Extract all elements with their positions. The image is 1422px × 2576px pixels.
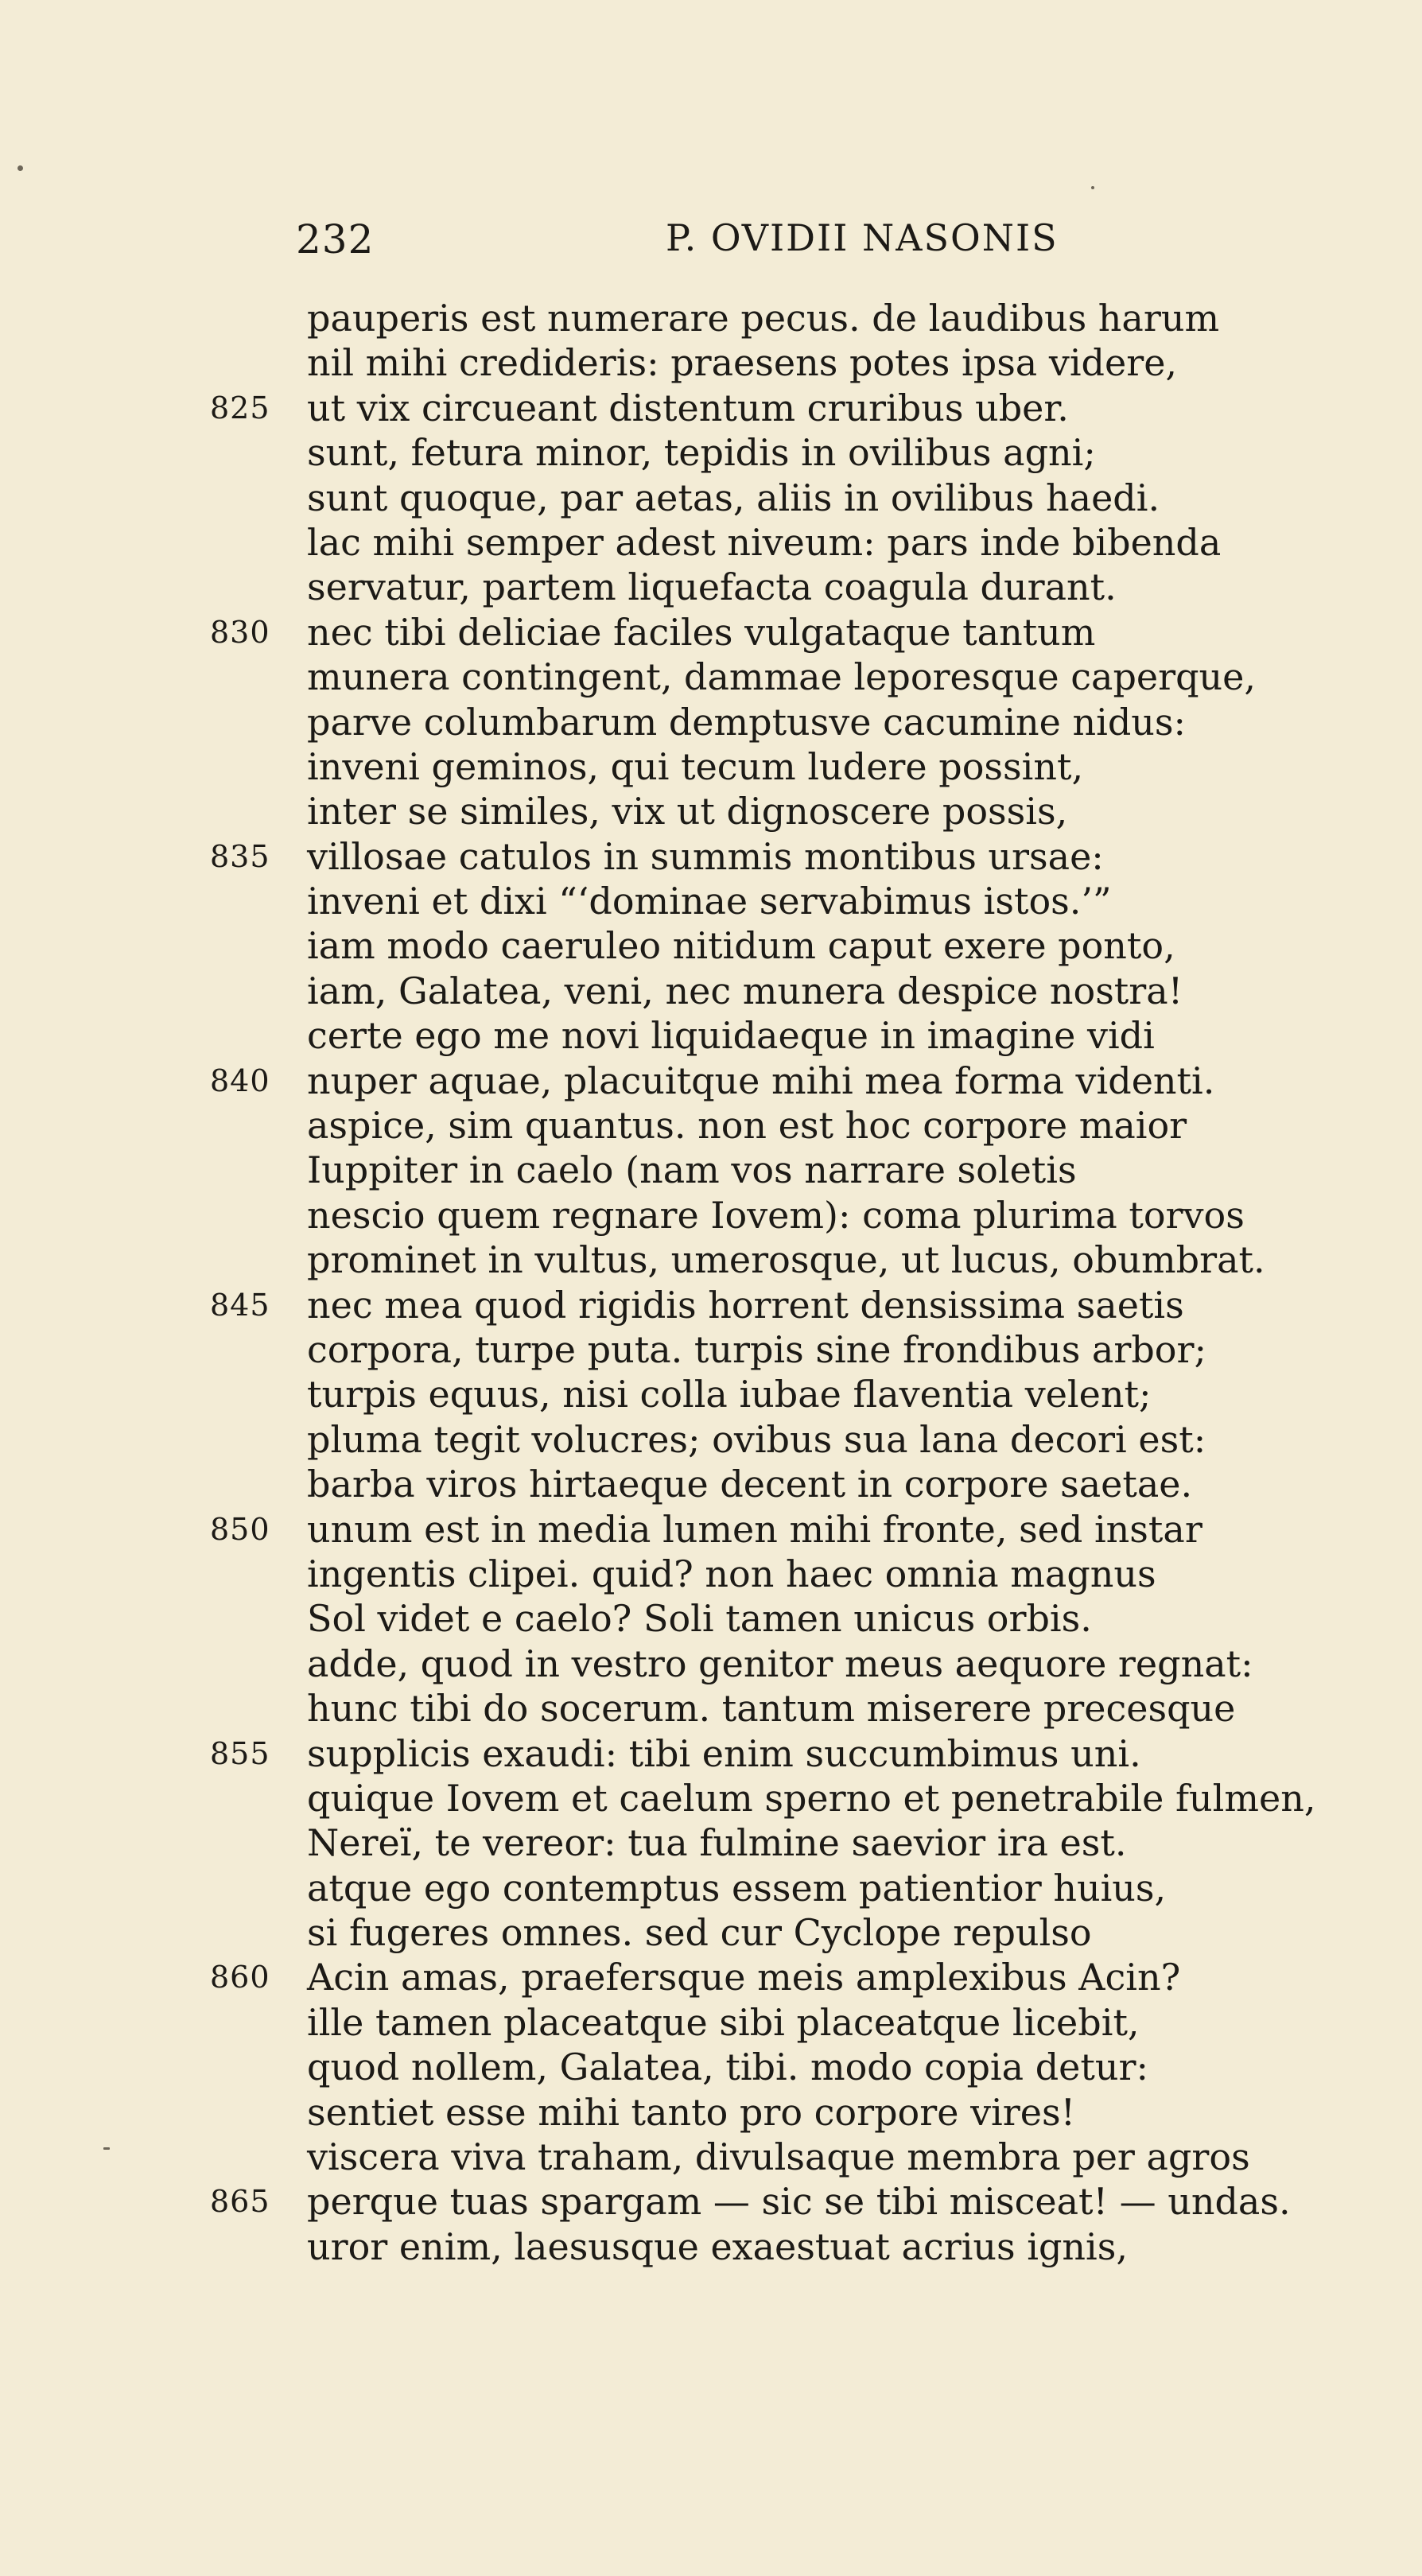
verse-line <box>199 1059 1328 1103</box>
verse-text: perque tuas spargam — sic se tibi misceat! — undas. <box>307 2180 1291 2224</box>
verse-line <box>199 1955 1328 1999</box>
verse-line <box>199 2179 1328 2224</box>
line-number: 845 <box>210 1287 270 1323</box>
verse-line <box>199 1686 1328 1731</box>
verse-text: quique Iovem et caelum sperno et penetrabile fulmen, <box>307 1776 1316 1820</box>
verse-line <box>199 969 1328 1013</box>
verse-text: Sol videt e caelo? Soli tamen unicus orbis. <box>307 1597 1092 1641</box>
verse-text: Acin amas, praefersque meis amplexibus Acin? <box>307 1956 1181 1999</box>
verse-line <box>199 2135 1328 2179</box>
verse-text: villosae catulos in summis montibus ursae: <box>307 834 1104 878</box>
page-header <box>296 216 1075 272</box>
verse-line <box>199 1596 1328 1641</box>
verse-text: ingentis clipei. quid? non haec omnia magnus <box>307 1552 1156 1595</box>
verse-text: prominet in vultus, umerosque, ut lucus, obumbrat. <box>307 1238 1265 1282</box>
verse-line <box>199 1731 1328 1776</box>
running-title: P. OVIDII NASONIS <box>666 216 1059 259</box>
verse-text: quod nollem, Galatea, tibi. modo copia detur: <box>307 2046 1148 2089</box>
verse-text: Iuppiter in caelo (nam vos narrare soletis <box>307 1148 1077 1192</box>
verse-line <box>199 1462 1328 1506</box>
verse-line <box>199 386 1328 430</box>
verse-text: pluma tegit volucres; ovibus sua lana decori est: <box>307 1417 1206 1461</box>
paper-speck <box>103 2147 110 2150</box>
verse-text: nec mea quod rigidis horrent densissima saetis <box>307 1283 1184 1327</box>
verse-line <box>199 700 1328 744</box>
verse-line <box>199 1820 1328 1865</box>
verse-line <box>199 1866 1328 1910</box>
verse-text: ille tamen placeatque sibi placeatque licebit, <box>307 2000 1140 2044</box>
verse-text: adde, quod in vestro genitor meus aequore regnat: <box>307 1642 1253 1685</box>
line-number: 865 <box>210 2184 270 2220</box>
verse-line <box>199 1372 1328 1416</box>
verse-text: si fugeres omnes. sed cur Cyclope repulso <box>307 1911 1092 1955</box>
verse-line <box>199 2090 1328 2135</box>
verse-line <box>199 476 1328 520</box>
verse-text: servatur, partem liquefacta coagula durant. <box>307 565 1117 609</box>
verse-line <box>199 1776 1328 1820</box>
line-number: 855 <box>210 1735 270 1771</box>
verse-text: aspice, sim quantus. non est hoc corpore maior <box>307 1104 1187 1148</box>
verse-line <box>199 879 1328 923</box>
verse-text: corpora, turpe puta. turpis sine frondibus arbor; <box>307 1327 1206 1371</box>
verse-text: supplicis exaudi: tibi enim succumbimus uni. <box>307 1731 1141 1775</box>
verse-text: ut vix circueant distentum cruribus uber. <box>307 386 1069 429</box>
verse-line <box>199 1910 1328 1955</box>
verse-line <box>199 565 1328 609</box>
line-number: 830 <box>210 614 270 650</box>
verse-text: hunc tibi do socerum. tantum miserere precesque <box>307 1687 1236 1731</box>
verse-line <box>199 2224 1328 2269</box>
poem-text <box>199 296 1328 2269</box>
verse-line <box>199 1552 1328 1596</box>
verse-line <box>199 1507 1328 1552</box>
verse-text: parve columbarum demptusve cacumine nidus: <box>307 700 1187 744</box>
verse-line <box>199 1417 1328 1462</box>
verse-line <box>199 923 1328 968</box>
paper-speck <box>17 165 23 171</box>
verse-line <box>199 1237 1328 1282</box>
page-number: 232 <box>296 216 375 262</box>
verse-text: Nereï, te vereor: tua fulmine saevior ira est. <box>307 1821 1127 1865</box>
verse-line <box>199 2000 1328 2045</box>
verse-text: inter se similes, vix ut dignoscere possis, <box>307 790 1068 833</box>
verse-text: nil mihi credideris: praesens potes ipsa videre, <box>307 341 1178 385</box>
verse-line <box>199 340 1328 385</box>
verse-text: sentiet esse mihi tanto pro corpore vires! <box>307 2090 1076 2134</box>
verse-text: inveni et dixi “‘dominae servabimus istos.’” <box>307 880 1112 923</box>
verse-text: unum est in media lumen mihi fronte, sed instar <box>307 1507 1202 1551</box>
verse-text: nec tibi deliciae faciles vulgataque tantum <box>307 610 1096 654</box>
verse-text: certe ego me novi liquidaeque in imagine vidi <box>307 1014 1155 1058</box>
verse-line <box>199 1193 1328 1237</box>
verse-text: viscera viva traham, divulsaque membra per agros <box>307 2135 1250 2179</box>
verse-text: iam modo caeruleo nitidum caput exere ponto, <box>307 924 1175 968</box>
verse-line <box>199 520 1328 565</box>
paper-speck <box>1091 186 1094 189</box>
verse-text: inveni geminos, qui tecum ludere possint, <box>307 744 1084 788</box>
line-number: 825 <box>210 390 270 425</box>
verse-text: pauperis est numerare pecus. de laudibus harum <box>307 297 1220 340</box>
verse-text: atque ego contemptus essem patientior huius, <box>307 1866 1167 1910</box>
verse-line <box>199 744 1328 789</box>
verse-line <box>199 2045 1328 2089</box>
verse-line <box>199 1103 1328 1148</box>
line-number: 850 <box>210 1511 270 1547</box>
verse-line <box>199 296 1328 340</box>
verse-line <box>199 834 1328 879</box>
verse-line <box>199 1642 1328 1686</box>
verse-text: lac mihi semper adest niveum: pars inde bibenda <box>307 520 1222 564</box>
verse-text: nescio quem regnare Iovem): coma plurima torvos <box>307 1193 1245 1237</box>
verse-line <box>199 655 1328 699</box>
line-number: 860 <box>210 1960 270 1995</box>
verse-text: sunt, fetura minor, tepidis in ovilibus agni; <box>307 431 1096 475</box>
verse-text: uror enim, laesusque exaestuat acrius ignis, <box>307 2224 1128 2268</box>
verse-text: turpis equus, nisi colla iubae flaventia velent; <box>307 1373 1152 1416</box>
verse-line <box>199 430 1328 475</box>
verse-line <box>199 789 1328 833</box>
verse-line <box>199 1013 1328 1058</box>
verse-text: munera contingent, dammae leporesque caperque, <box>307 655 1257 699</box>
verse-text: barba viros hirtaeque decent in corpore saetae. <box>307 1463 1193 1506</box>
verse-line <box>199 1327 1328 1372</box>
line-number: 835 <box>210 838 270 874</box>
verse-text: nuper aquae, placuitque mihi mea forma videnti. <box>307 1059 1215 1102</box>
verse-text: sunt quoque, par aetas, aliis in ovilibus haedi. <box>307 476 1160 519</box>
verse-line <box>199 610 1328 655</box>
line-number: 840 <box>210 1063 270 1098</box>
verse-text: iam, Galatea, veni, nec munera despice nostra! <box>307 969 1183 1012</box>
verse-line <box>199 1283 1328 1327</box>
verse-line <box>199 1148 1328 1192</box>
